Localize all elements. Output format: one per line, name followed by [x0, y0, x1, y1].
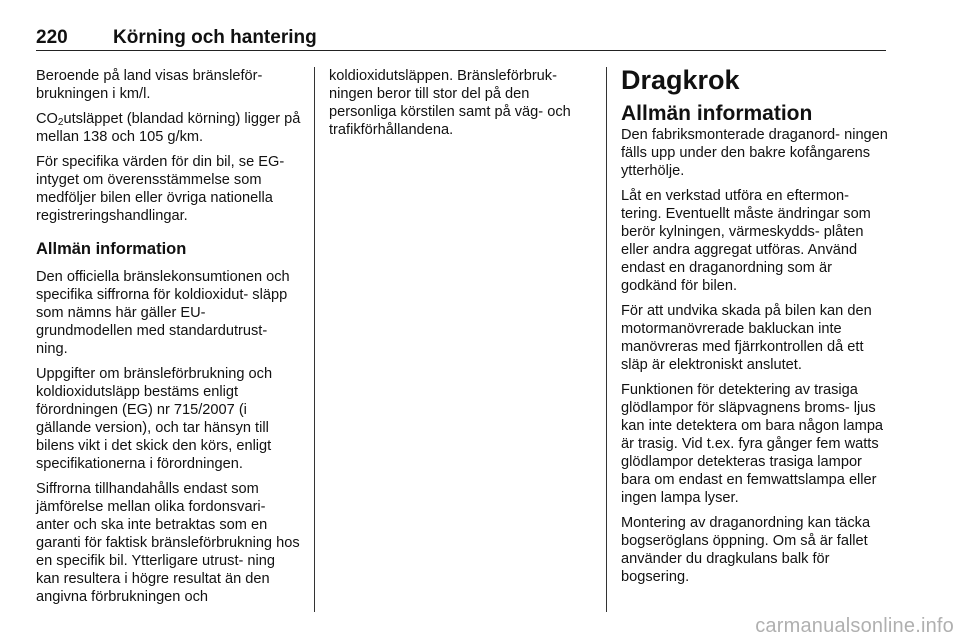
co2-subscript: 2 — [57, 117, 64, 128]
paragraph-factory-towbar: Den fabriksmonterade draganord- ningen fälls upp under den bakre kofångarens ytterhölje. — [621, 127, 888, 179]
column-1 — [36, 67, 302, 613]
paragraph-retrofit: Låt en verkstad utföra en eftermon- tering. Eventuellt måste ändringar som berör kylningen, värmeskydds- plåten eller andra aggregat utföras. Använd endast en draganordning som är godkänd för bilen. — [621, 188, 871, 294]
column-divider-2 — [606, 67, 607, 612]
paragraph-consumption-unit: Beroende på land visas bränsleför- brukningen i km/l. — [36, 68, 263, 102]
paragraph-regulation: Uppgifter om bränsleförbrukning och koldioxidutsläpp bestäms enligt förordningen (EG) nr 715/2007 (i gällande version), och tar hänsyn till bilens vikt i det skick den körs, enligt specifikationerna i förordningen. — [36, 366, 273, 472]
paragraph-ec-certificate: För specifika värden för din bil, se EG-intyget om överensstämmelse som medföljer bilen eller övriga nationella registreringshandlingar. — [36, 154, 285, 224]
paragraph-comparison: Siffrorna tillhandahålls endast som jämförelse mellan olika fordonsvari- anter och ska inte betraktas som en garanti för faktisk bränsleförbrukning hos en specifik bil. Ytterligare utrust- ning kan resultera i högre resultat än den angivna förbrukningen och — [36, 481, 300, 605]
column-2 — [329, 67, 595, 146]
page-header — [36, 27, 886, 51]
co2-text: utsläppet (blandad körning) ligger på mellan 138 och 105 g/km. — [36, 111, 301, 145]
column-3 — [621, 64, 888, 593]
chapter-title: Körning och hantering — [113, 27, 317, 48]
paragraph-towing-eye: Montering av draganordning kan täcka bogseröglans öppning. Om så är fallet använder du dragkulans balk för bogsering. — [621, 515, 871, 585]
watermark: carmanualsonline.info — [755, 615, 954, 637]
subsection-title-general: Allmän information — [621, 102, 813, 125]
section-title-towbar: Dragkrok — [621, 65, 740, 95]
paragraph-co2 — [36, 110, 302, 146]
paragraph-official-consumption: Den officiella bränslekonsumtionen och specifika siffrorna för koldioxidut- släpp som nämns här gäller EU- grundmodellen med standardutrust- ning. — [36, 269, 290, 357]
co2-label: CO — [36, 111, 58, 127]
paragraph-bulb-detection: Funktionen för detektering av trasiga glödlampor för släpvagnens broms- ljus kan inte detektera om bara någon lampa är trasig. Vid t.ex. fyra gånger fem watts glödlampor detekteras trasiga lampor bara om endast en femwattslampa eller ingen lampa lyser. — [621, 382, 884, 506]
section-heading-general: Allmän information — [36, 240, 187, 258]
paragraph-tailgate: För att undvika skada på bilen kan den motormanövrerade bakluckan inte manövreras med fjärrkontrollen då ett släp är elektroniskt anslutet. — [621, 303, 872, 373]
header-rule — [36, 50, 886, 51]
column-divider-1 — [314, 67, 315, 612]
page-number: 220 — [36, 27, 68, 48]
paragraph-driving-style: koldioxidutsläppen. Bränsleförbruk- ningen beror till stor del på den personliga körstilen samt på väg- och trafikförhållandena. — [329, 68, 571, 138]
